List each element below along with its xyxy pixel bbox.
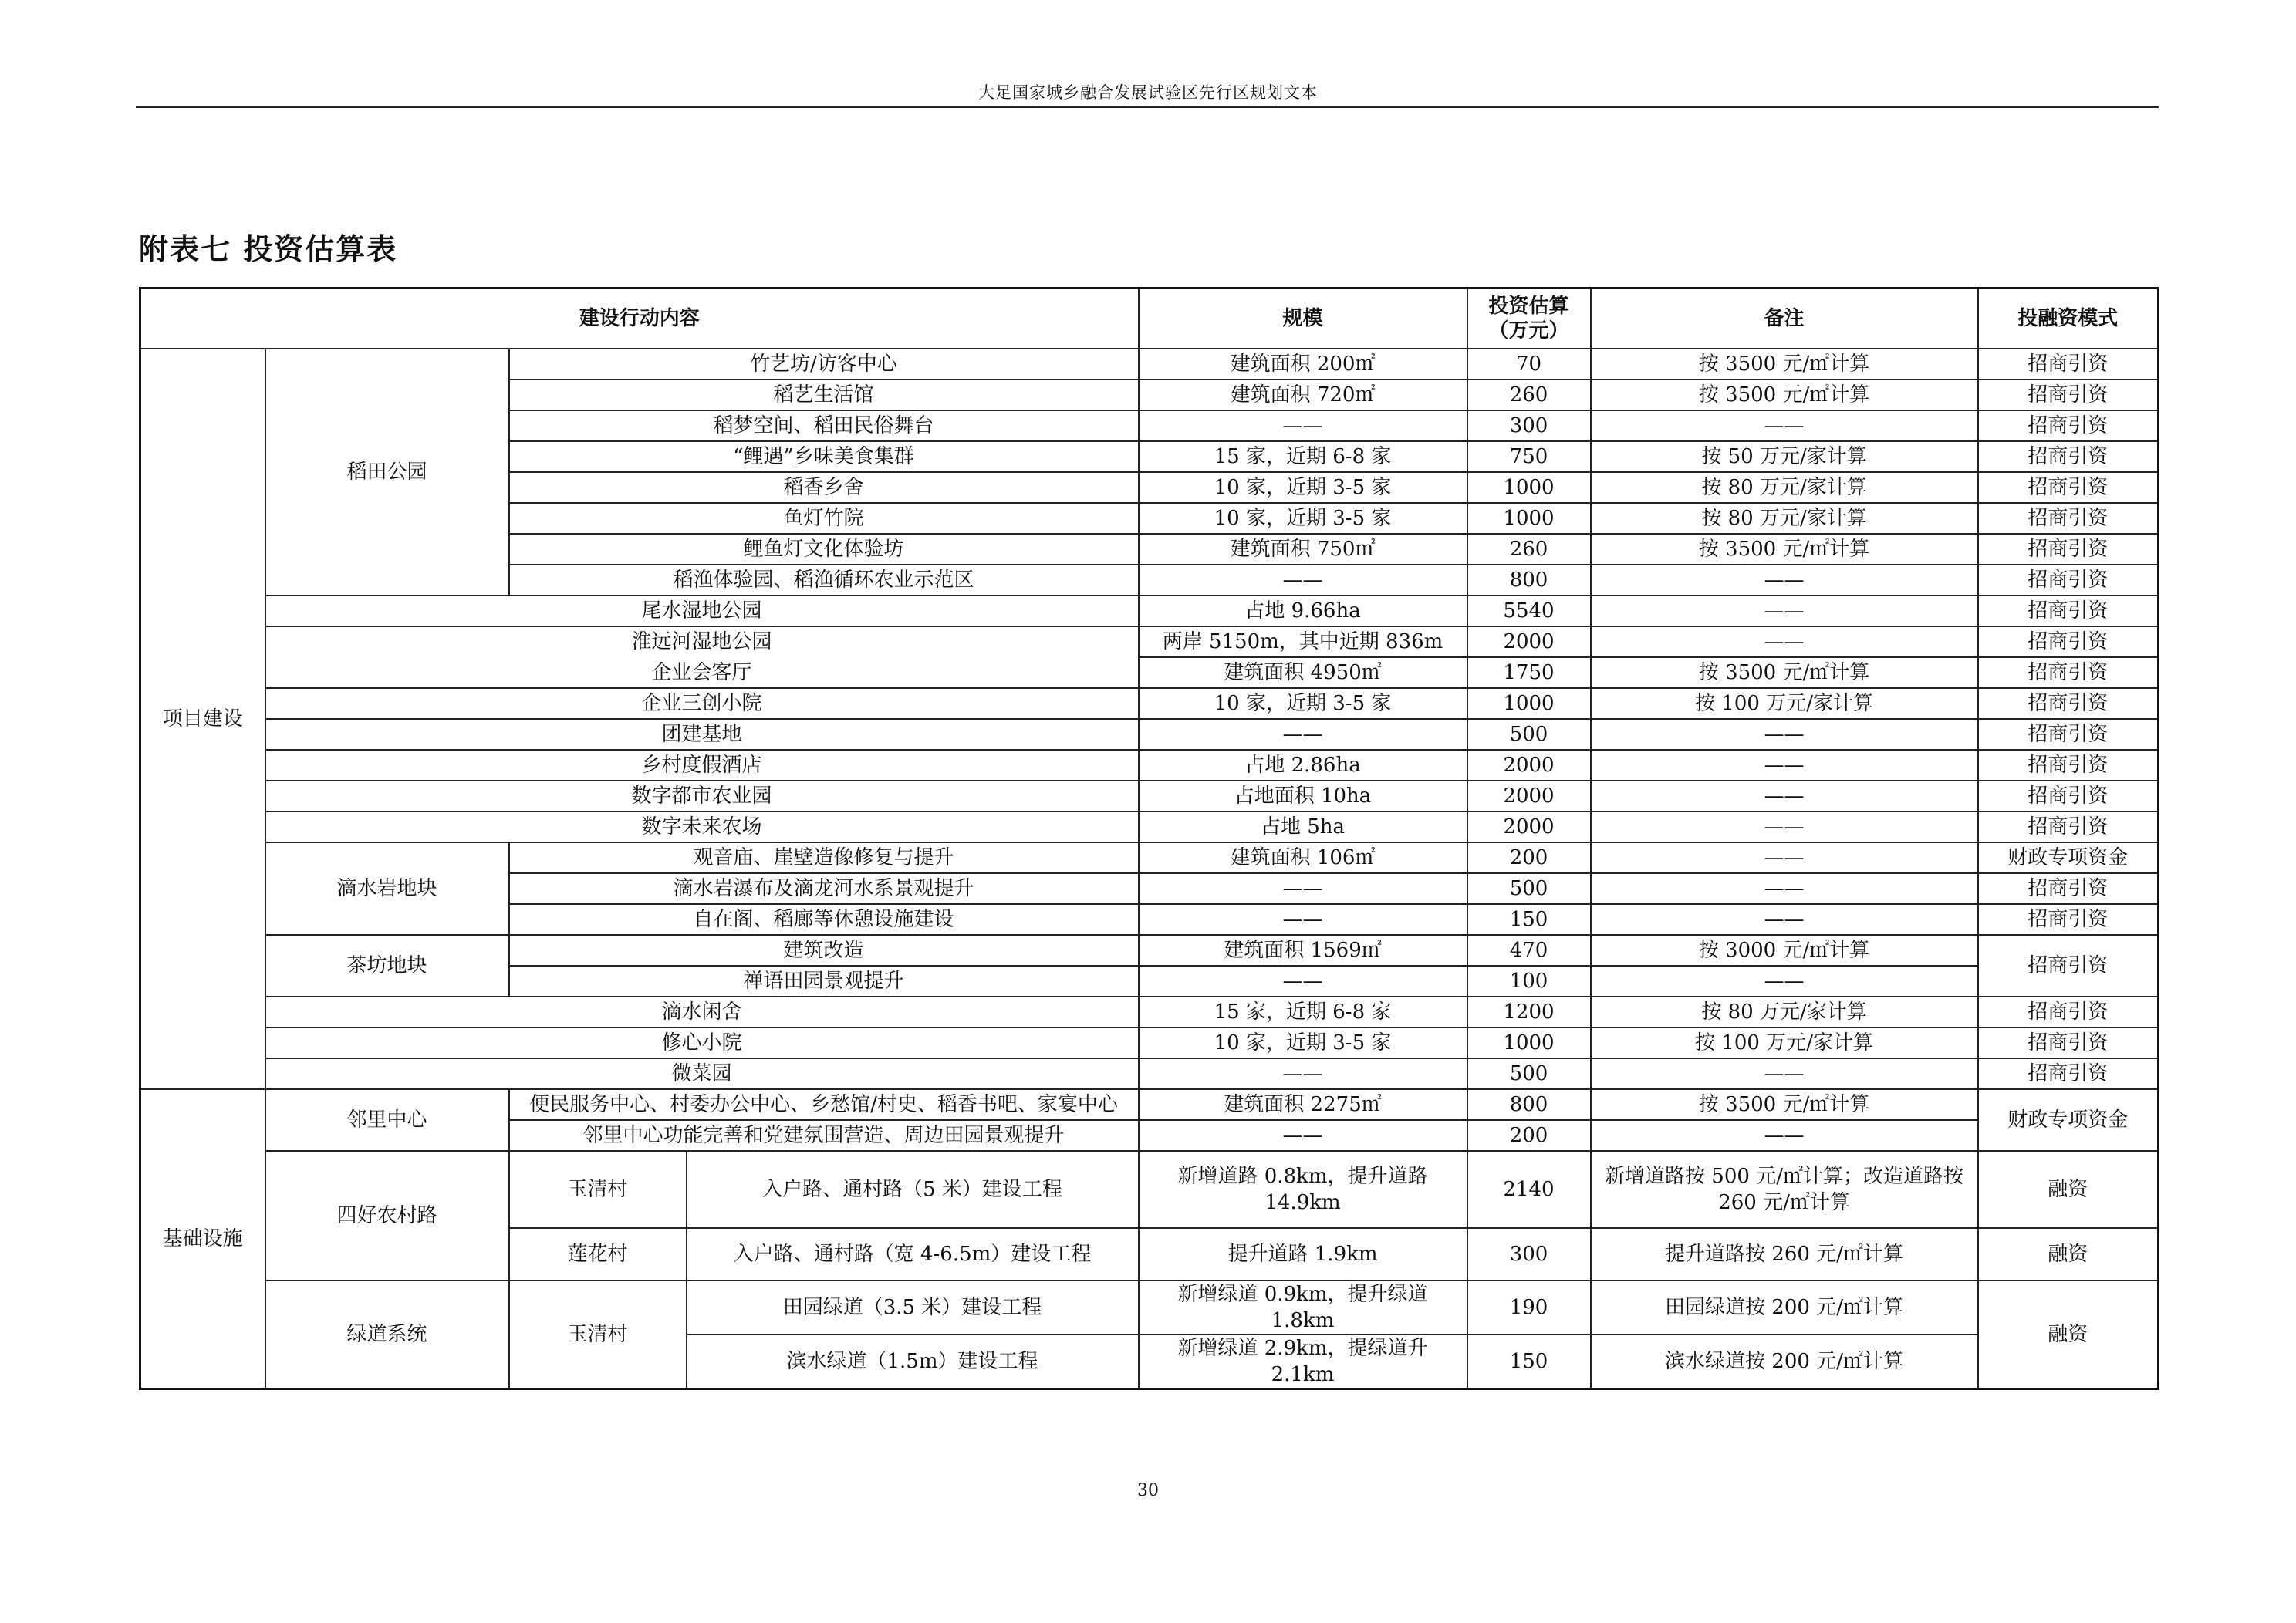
table-row [140,349,2159,380]
mode-cell: 财政专项资金 [1978,1089,2159,1151]
item-cell: 滴水岩瀑布及滴龙河水系景观提升 [509,873,1139,904]
table-row [140,1151,2159,1228]
mode-cell: 招商引资 [1978,997,2159,1027]
item-cell: 淮远河湿地公园 [265,626,1139,657]
item-cell: 自在阁、稻廊等休憩设施建设 [509,904,1139,935]
scale-cell: 10 家，近期 3-5 家 [1139,472,1467,503]
item-cell: 稻艺生活馆 [509,380,1139,410]
scale-cell: —— [1139,719,1467,750]
mode-cell: 招商引资 [1978,441,2159,472]
item-cell: 滨水绿道（1.5m）建设工程 [687,1335,1139,1389]
mode-cell: 招商引资 [1978,781,2159,812]
document-header-title: 大足国家城乡融合发展试验区先行区规划文本 [978,83,1318,102]
mode-cell: 融资 [1978,1151,2159,1228]
item-cell: 观音庙、崖壁造像修复与提升 [509,842,1139,873]
page-heading: 附表七 投资估算表 [139,231,398,266]
mode-cell: 融资 [1978,1281,2159,1389]
investment-cell: 2140 [1467,1151,1591,1228]
item-cell: 入户路、通村路（宽 4-6.5m）建设工程 [687,1228,1139,1281]
scale-cell: 新增绿道 0.9km，提升绿道 1.8km [1139,1281,1467,1335]
item-cell: 禅语田园景观提升 [509,966,1139,997]
mode-cell: 招商引资 [1978,750,2159,781]
investment-cell: 750 [1467,441,1591,472]
mode-cell: 招商引资 [1978,688,2159,719]
scale-cell: 10 家，近期 3-5 家 [1139,503,1467,534]
table-row [140,812,2159,842]
mode-cell: 融资 [1978,1228,2159,1281]
table-row [140,997,2159,1027]
item-cell: 入户路、通村路（5 米）建设工程 [687,1151,1139,1228]
scale-cell: —— [1139,904,1467,935]
note-cell: 提升道路按 260 元/㎡计算 [1591,1228,1978,1281]
note-cell: —— [1591,812,1978,842]
item-cell: 鲤鱼灯文化体验坊 [509,534,1139,565]
investment-cell: 1750 [1467,657,1591,688]
scale-cell: 建筑面积 750㎡ [1139,534,1467,565]
header-divider [136,106,2159,108]
item-cell: 便民服务中心、村委办公中心、乡愁馆/村史、稻香书吧、家宴中心 [509,1089,1139,1120]
scale-cell: 占地 2.86ha [1139,750,1467,781]
scale-cell: 建筑面积 106㎡ [1139,842,1467,873]
investment-cell: 470 [1467,935,1591,966]
item-cell: 乡村度假酒店 [265,750,1139,781]
mode-cell: 招商引资 [1978,503,2159,534]
scale-cell: 提升道路 1.9km [1139,1228,1467,1281]
investment-cell: 1200 [1467,997,1591,1027]
mode-cell: 财政专项资金 [1978,842,2159,873]
note-cell: 按 80 万元/家计算 [1591,503,1978,534]
group-cell: 四好农村路 [265,1151,509,1281]
item-cell: 修心小院 [265,1027,1139,1058]
investment-cell: 200 [1467,842,1591,873]
scale-cell: 建筑面积 4950㎡ [1139,657,1467,688]
investment-cell: 100 [1467,966,1591,997]
group-cell: 滴水岩地块 [265,842,509,935]
investment-estimate-table [139,287,2159,1390]
table-row [140,750,2159,781]
mode-cell: 招商引资 [1978,935,2159,997]
scale-cell: 新增道路 0.8km，提升道路 14.9km [1139,1151,1467,1228]
note-cell: 按 3500 元/㎡计算 [1591,534,1978,565]
scale-cell: 占地 5ha [1139,812,1467,842]
mode-cell: 招商引资 [1978,596,2159,626]
mode-cell: 招商引资 [1978,904,2159,935]
note-cell: 按 3000 元/㎡计算 [1591,935,1978,966]
scale-cell: 15 家，近期 6-8 家 [1139,441,1467,472]
mode-cell: 招商引资 [1978,657,2159,688]
note-cell: —— [1591,626,1978,657]
note-cell: —— [1591,1120,1978,1151]
scale-cell: —— [1139,1058,1467,1089]
item-cell: 企业三创小院 [265,688,1139,719]
investment-cell: 2000 [1467,812,1591,842]
scale-cell: 新增绿道 2.9km，提绿道升 2.1km [1139,1335,1467,1389]
item-cell: 稻渔体验园、稻渔循环农业示范区 [509,565,1139,596]
header-mode: 投融资模式 [1978,288,2159,349]
investment-cell: 1000 [1467,472,1591,503]
investment-cell: 150 [1467,904,1591,935]
note-cell: 按 100 万元/家计算 [1591,688,1978,719]
table-row [140,781,2159,812]
note-cell: 田园绿道按 200 元/㎡计算 [1591,1281,1978,1335]
table-row [140,1281,2159,1335]
scale-cell: 占地面积 10ha [1139,781,1467,812]
header-scale: 规模 [1139,288,1467,349]
item-cell: 尾水湿地公园 [265,596,1139,626]
table-row [140,935,2159,966]
table-row [140,719,2159,750]
note-cell: 按 50 万元/家计算 [1591,441,1978,472]
mode-cell: 招商引资 [1978,472,2159,503]
table-row [140,596,2159,626]
scale-cell: 15 家，近期 6-8 家 [1139,997,1467,1027]
item-cell: 鱼灯竹院 [509,503,1139,534]
item-cell: 数字都市农业园 [265,781,1139,812]
item-cell: 滴水闲舍 [265,997,1139,1027]
group-cell: 邻里中心 [265,1089,509,1151]
note-cell: —— [1591,842,1978,873]
table-row [140,842,2159,873]
note-cell: —— [1591,781,1978,812]
investment-cell: 800 [1467,565,1591,596]
note-cell: —— [1591,750,1978,781]
scale-cell: 占地 9.66ha [1139,596,1467,626]
note-cell: —— [1591,1058,1978,1089]
category-cell: 基础设施 [140,1089,265,1389]
investment-cell: 260 [1467,380,1591,410]
scale-cell: —— [1139,966,1467,997]
note-cell: 新增道路按 500 元/㎡计算；改造道路按 260 元/㎡计算 [1591,1151,1978,1228]
table-row [140,1058,2159,1089]
item-cell: 田园绿道（3.5 米）建设工程 [687,1281,1139,1335]
note-cell: —— [1591,410,1978,441]
scale-cell: 10 家，近期 3-5 家 [1139,688,1467,719]
item-cell: 建筑改造 [509,935,1139,966]
investment-cell: 2000 [1467,781,1591,812]
table-header-row [140,288,2159,349]
investment-cell: 500 [1467,719,1591,750]
investment-cell: 2000 [1467,626,1591,657]
item-cell: 邻里中心功能完善和党建氛围营造、周边田园景观提升 [509,1120,1139,1151]
mode-cell: 招商引资 [1978,349,2159,380]
item-cell: 数字未来农场 [265,812,1139,842]
group-cell: 茶坊地块 [265,935,509,997]
mode-cell: 招商引资 [1978,565,2159,596]
investment-cell: 300 [1467,1228,1591,1281]
investment-cell: 150 [1467,1335,1591,1389]
item-cell: 竹艺坊/访客中心 [509,349,1139,380]
investment-cell: 1000 [1467,1027,1591,1058]
investment-cell: 200 [1467,1120,1591,1151]
investment-cell: 1000 [1467,688,1591,719]
mode-cell: 招商引资 [1978,380,2159,410]
note-cell: 按 100 万元/家计算 [1591,1027,1978,1058]
item-cell: 团建基地 [265,719,1139,750]
mode-cell: 招商引资 [1978,719,2159,750]
investment-cell: 300 [1467,410,1591,441]
investment-cell: 260 [1467,534,1591,565]
item-cell: 企业会客厅 [265,657,1139,688]
note-cell: —— [1591,596,1978,626]
page-number: 30 [1137,1481,1159,1500]
mode-cell: 招商引资 [1978,534,2159,565]
scale-cell: 建筑面积 2275㎡ [1139,1089,1467,1120]
note-cell: 按 3500 元/㎡计算 [1591,1089,1978,1120]
investment-cell: 500 [1467,873,1591,904]
table-row [140,626,2159,657]
village-cell: 玉清村 [509,1151,687,1228]
item-cell: 微菜园 [265,1058,1139,1089]
scale-cell: 10 家，近期 3-5 家 [1139,1027,1467,1058]
table-row [140,688,2159,719]
item-cell: 稻香乡舍 [509,472,1139,503]
scale-cell: —— [1139,873,1467,904]
note-cell: —— [1591,904,1978,935]
note-cell: —— [1591,719,1978,750]
mode-cell: 招商引资 [1978,812,2159,842]
mode-cell: 招商引资 [1978,873,2159,904]
scale-cell: 建筑面积 720㎡ [1139,380,1467,410]
scale-cell: —— [1139,1120,1467,1151]
scale-cell: —— [1139,565,1467,596]
note-cell: 滨水绿道按 200 元/㎡计算 [1591,1335,1978,1389]
category-cell: 项目建设 [140,349,265,1089]
item-cell: “鲤遇”乡味美食集群 [509,441,1139,472]
header-note: 备注 [1591,288,1978,349]
table-row [140,1089,2159,1120]
note-cell: 按 80 万元/家计算 [1591,997,1978,1027]
scale-cell: 建筑面积 200㎡ [1139,349,1467,380]
investment-cell: 2000 [1467,750,1591,781]
investment-cell: 5540 [1467,596,1591,626]
scale-cell: 建筑面积 1569㎡ [1139,935,1467,966]
mode-cell: 招商引资 [1978,1058,2159,1089]
item-cell: 稻梦空间、稻田民俗舞台 [509,410,1139,441]
investment-cell: 800 [1467,1089,1591,1120]
village-cell: 玉清村 [509,1281,687,1389]
scale-cell: —— [1139,410,1467,441]
header-content: 建设行动内容 [140,288,1139,349]
mode-cell: 招商引资 [1978,1027,2159,1058]
note-cell: 按 3500 元/㎡计算 [1591,657,1978,688]
village-cell: 莲花村 [509,1228,687,1281]
scale-cell: 两岸 5150m，其中近期 836m [1139,626,1467,657]
table-row [140,657,2159,688]
investment-cell: 1000 [1467,503,1591,534]
investment-cell: 190 [1467,1281,1591,1335]
table-row [140,1027,2159,1058]
note-cell: —— [1591,565,1978,596]
note-cell: 按 3500 元/㎡计算 [1591,349,1978,380]
note-cell: 按 80 万元/家计算 [1591,472,1978,503]
investment-cell: 70 [1467,349,1591,380]
note-cell: —— [1591,873,1978,904]
group-cell: 稻田公园 [265,349,509,596]
header-investment: 投资估算 （万元） [1467,288,1591,349]
group-cell: 绿道系统 [265,1281,509,1389]
mode-cell: 招商引资 [1978,626,2159,657]
note-cell: —— [1591,966,1978,997]
mode-cell: 招商引资 [1978,410,2159,441]
investment-cell: 500 [1467,1058,1591,1089]
note-cell: 按 3500 元/㎡计算 [1591,380,1978,410]
